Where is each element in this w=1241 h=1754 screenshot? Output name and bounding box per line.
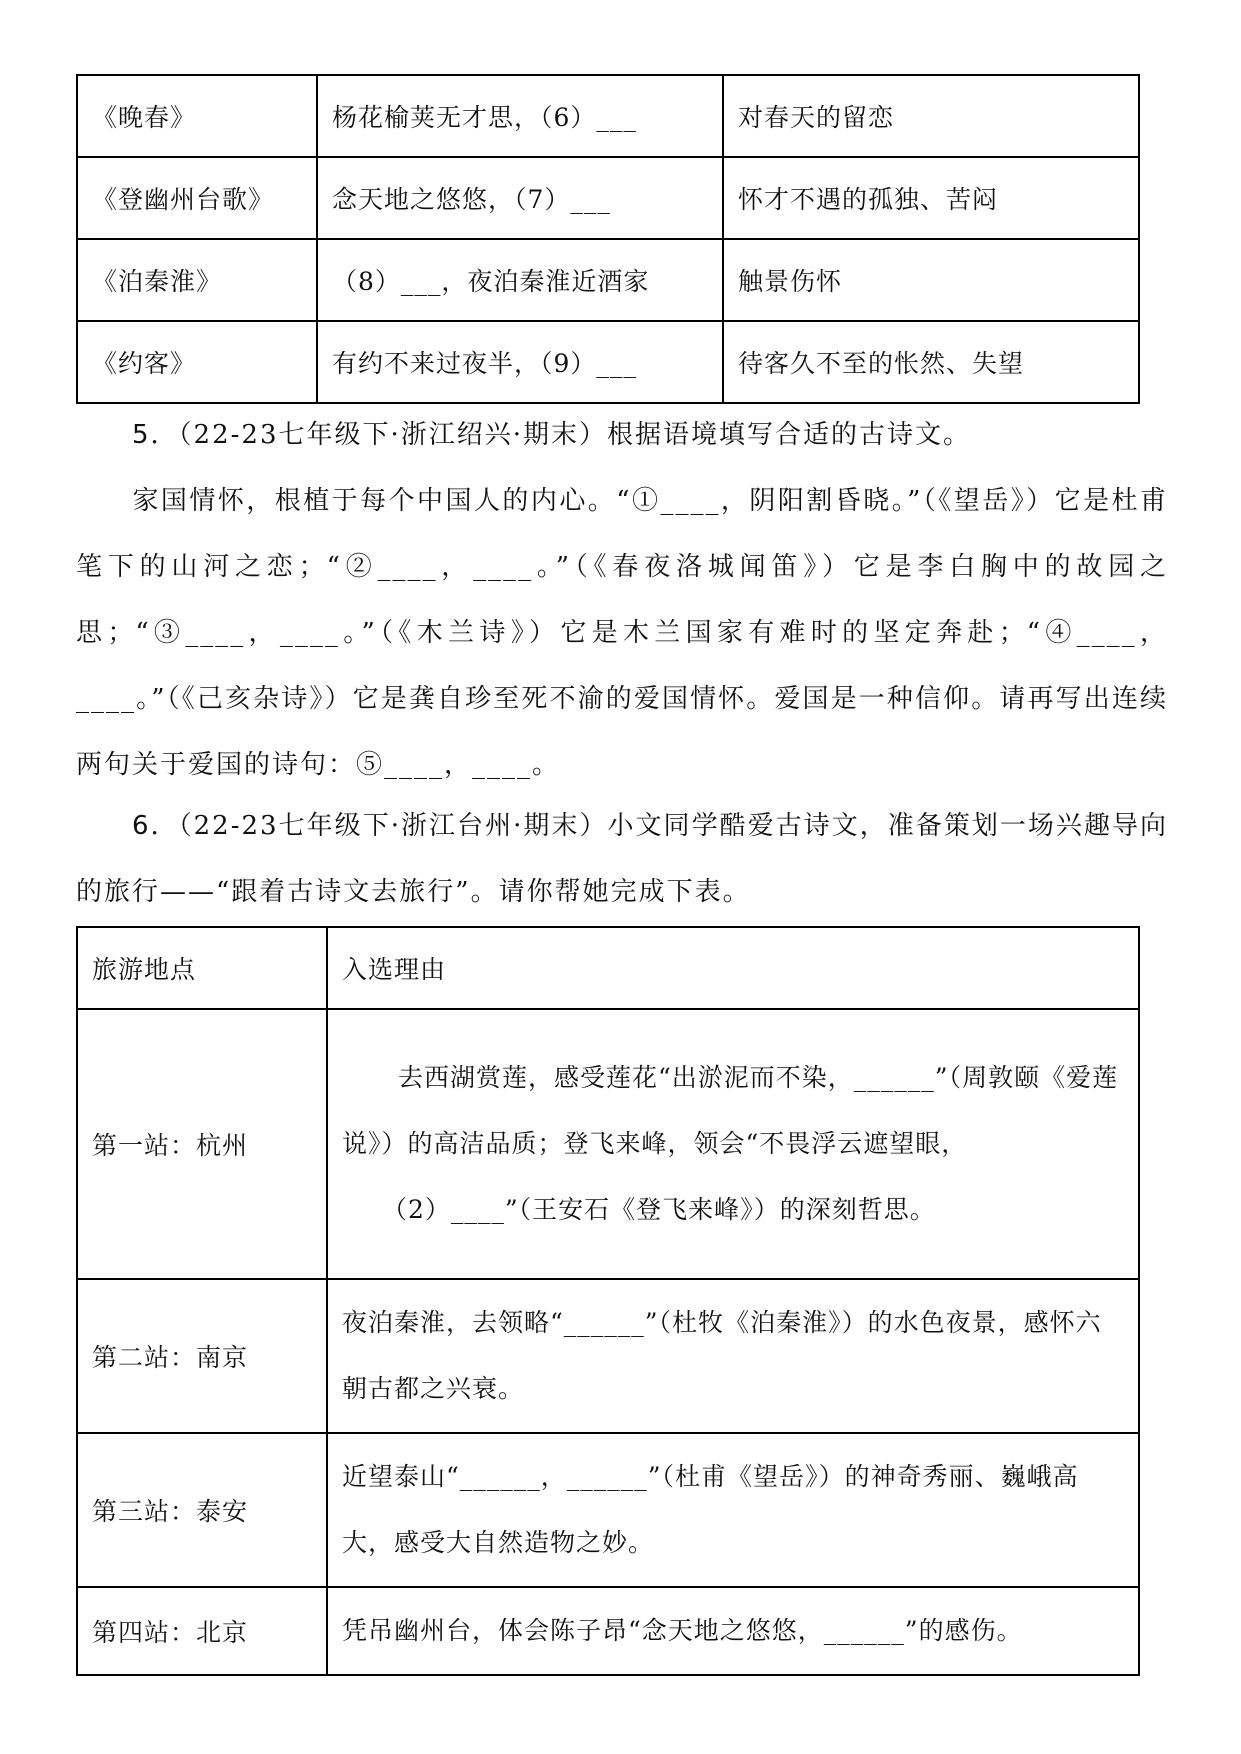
table-row (77, 75, 1139, 157)
header-reason: 入选理由 (327, 927, 1139, 1009)
poem-emotion-cell: 怀才不遇的孤独、苦闷 (723, 157, 1139, 239)
poem-line-cell: 有约不来过夜半，（9）___ (317, 321, 723, 403)
poem-title-cell: 《约客》 (77, 321, 317, 403)
question-5-heading (76, 402, 1168, 468)
question-number: 6． (132, 811, 179, 841)
question-5-text: 家国情怀，根植于每个中国人的内心。“①____，阴阳割昏晓。”（《望岳》）它是杜甫笔下的山河之恋；“②____，____。”（《春夜洛城闻笛》）它是李白胸中的故园之思；“③____，____。”（《木兰诗》）它是木兰国家有难时的坚定奔赴；“④____，____。”（《己亥杂诗》）它是龚自珍至死不渝的爱国情怀。爱国是一种信仰。请再写出连续两句关于爱国的诗句：⑤____，____。 (76, 486, 1168, 780)
question-6-heading (76, 793, 1168, 925)
poem-title-cell: 《登幽州台歌》 (77, 157, 317, 239)
poem-emotion-cell: 触景伤怀 (723, 239, 1139, 321)
table-row (77, 1587, 1139, 1675)
table-row (77, 239, 1139, 321)
place-cell: 第三站：泰安 (77, 1433, 327, 1587)
reason-cell: 凭吊幽州台，体会陈子昂“念天地之悠悠，______”的感伤。 (327, 1587, 1139, 1675)
travel-plan-table (76, 926, 1140, 1676)
question-number: 5． (132, 420, 179, 450)
table-row (77, 321, 1139, 403)
poem-line-cell: 念天地之悠悠，（7）___ (317, 157, 723, 239)
question-source: （22-23七年级下·浙江绍兴·期末）根据语境填写合适的古诗文。 (178, 420, 972, 450)
reason-cell: 夜泊秦淮，去领略“______”（杜牧《泊秦淮》）的水色夜景，感怀六朝古都之兴衰。 (327, 1279, 1139, 1433)
reason-cell (327, 1009, 1139, 1279)
place-cell: 第四站：北京 (77, 1587, 327, 1675)
reason-text: 去西湖赏莲，感受莲花“出淤泥而不染，______”（周敦颐《爱莲说》）的高洁品质；登飞来峰，领会“不畏浮云遮望眼， (342, 1063, 1119, 1158)
question-5-body (76, 468, 1168, 798)
poem-emotion-cell: 待客久不至的怅然、失望 (723, 321, 1139, 403)
poem-emotion-table (76, 74, 1140, 404)
table-header-row (77, 927, 1139, 1009)
poem-line-cell: （8）___，夜泊秦淮近酒家 (317, 239, 723, 321)
question-6-text: （22-23七年级下·浙江台州·期末）小文同学酷爱古诗文，准备策划一场兴趣导向的旅行——“跟着古诗文去旅行”。请你帮她完成下表。 (76, 811, 1169, 907)
table-row (77, 1009, 1139, 1279)
place-cell: 第二站：南京 (77, 1279, 327, 1433)
header-place: 旅游地点 (77, 927, 327, 1009)
table-row (77, 157, 1139, 239)
place-cell: 第一站：杭州 (77, 1009, 327, 1279)
reason-cell: 近望泰山“______，______”（杜甫《望岳》）的神奇秀丽、巍峨高大，感受大自然造物之妙。 (327, 1433, 1139, 1587)
poem-title-cell: 《晚春》 (77, 75, 317, 157)
table-row (77, 1433, 1139, 1587)
table-row (77, 1279, 1139, 1433)
poem-emotion-cell: 对春天的留恋 (723, 75, 1139, 157)
reason-text: （2）____”（王安石《登飞来峰》）的深刻哲思。 (382, 1195, 936, 1224)
poem-line-cell: 杨花榆荚无才思，（6）___ (317, 75, 723, 157)
poem-title-cell: 《泊秦淮》 (77, 239, 317, 321)
